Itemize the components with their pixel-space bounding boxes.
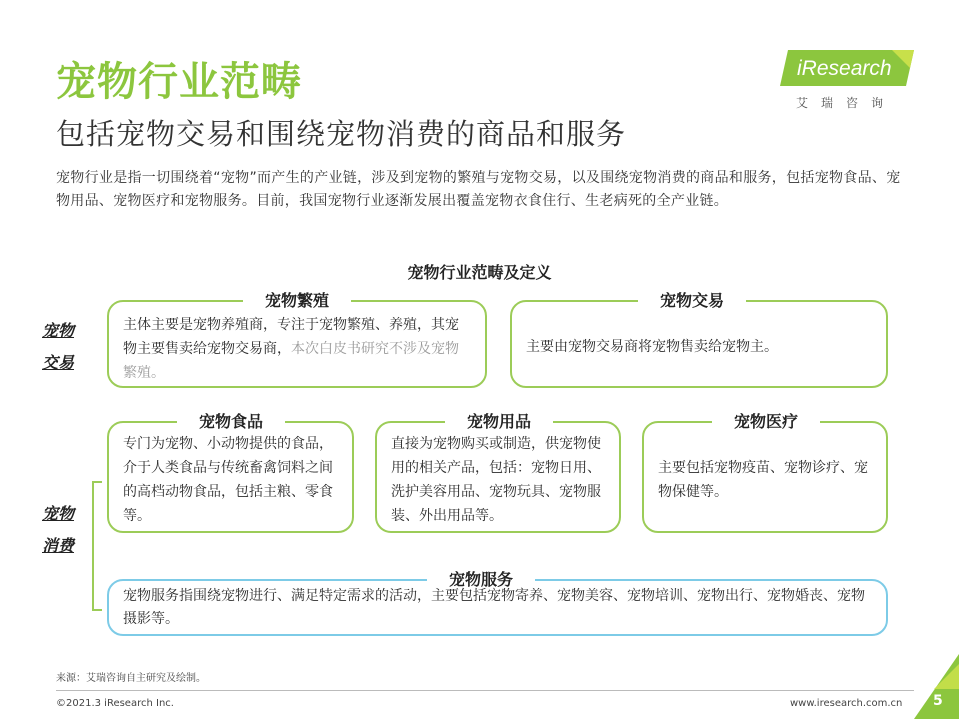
side-label-trade <box>42 315 82 379</box>
source-note: 来源：艾瑞咨询自主研究及绘制。 <box>56 673 206 684</box>
card-services <box>107 570 888 636</box>
card-supplies-body: 直接为宠物购买或制造，供宠物使用的相关产品，包括：宠物日用、洗护美容用品、宠物玩具、宠物服装、外出用品等。 <box>391 436 601 524</box>
page-subtitle: 包括宠物交易和围绕宠物消费的商品和服务 <box>56 117 627 151</box>
intro-paragraph: 宠物行业是指一切围绕着“宠物”而产生的产业链，涉及到宠物的繁殖与宠物交易，以及围绕宠物消费的商品和服务，包括宠物食品、宠物用品、宠物医疗和宠物服务。目前，我国宠物行业逐渐发展出覆盖宠物衣食住行、生老病死的全产业链。 <box>56 170 901 209</box>
page-number: 5 <box>933 693 943 709</box>
card-medical <box>642 412 888 533</box>
card-services-title: 宠物服务 <box>427 569 535 591</box>
card-supplies-title: 宠物用品 <box>445 411 553 433</box>
diagram-title: 宠物行业范畴及定义 <box>407 263 552 282</box>
card-breeding-body <box>123 313 471 385</box>
side-label-consume <box>42 498 82 562</box>
card-trading-body: 主要由宠物交易商将宠物售卖给宠物主。 <box>526 339 778 355</box>
consume-bracket <box>92 481 102 611</box>
page-title: 宠物行业范畴 <box>56 59 302 105</box>
corner-decoration-icon <box>914 654 959 719</box>
website-link[interactable]: www.iresearch.com.cn <box>790 698 903 709</box>
card-medical-title: 宠物医疗 <box>712 411 820 433</box>
card-trading <box>510 291 888 388</box>
logo-subtitle: 艾瑞咨询 <box>796 96 897 110</box>
card-breeding-title: 宠物繁殖 <box>243 290 351 312</box>
copyright: ©2021.3 iResearch Inc. <box>56 698 174 709</box>
card-supplies <box>375 412 621 533</box>
card-trading-title: 宠物交易 <box>638 290 746 312</box>
card-food-body: 专门为宠物、小动物提供的食品，介于人类食品与传统畜禽饲料之间的高档动物食品，包括主粮、零食等。 <box>123 436 333 524</box>
card-services-body: 宠物服务指围绕宠物进行、满足特定需求的活动，主要包括宠物寄养、宠物美容、宠物培训、宠物出行、宠物婚丧、宠物摄影等。 <box>123 588 865 627</box>
card-breeding-text: 主体主要是宠物养殖商，专注于宠物繁殖、养殖，其宠物主要售卖给宠物交易商， <box>123 317 459 357</box>
logo-text: iResearch <box>797 57 892 80</box>
side-label-trade-line2: 交易 <box>42 353 75 372</box>
card-breeding-note: 本次白皮书研究不涉及宠物繁殖。 <box>123 341 459 381</box>
card-breeding <box>107 291 487 388</box>
side-label-consume-line2: 消费 <box>42 536 75 555</box>
card-food-title: 宠物食品 <box>177 411 285 433</box>
footer-divider <box>56 690 914 691</box>
side-label-consume-line1: 宠物 <box>42 504 75 523</box>
card-medical-body: 主要包括宠物疫苗、宠物诊疗、宠物保健等。 <box>658 460 868 500</box>
side-label-trade-line1: 宠物 <box>42 321 75 340</box>
card-food <box>107 412 354 533</box>
